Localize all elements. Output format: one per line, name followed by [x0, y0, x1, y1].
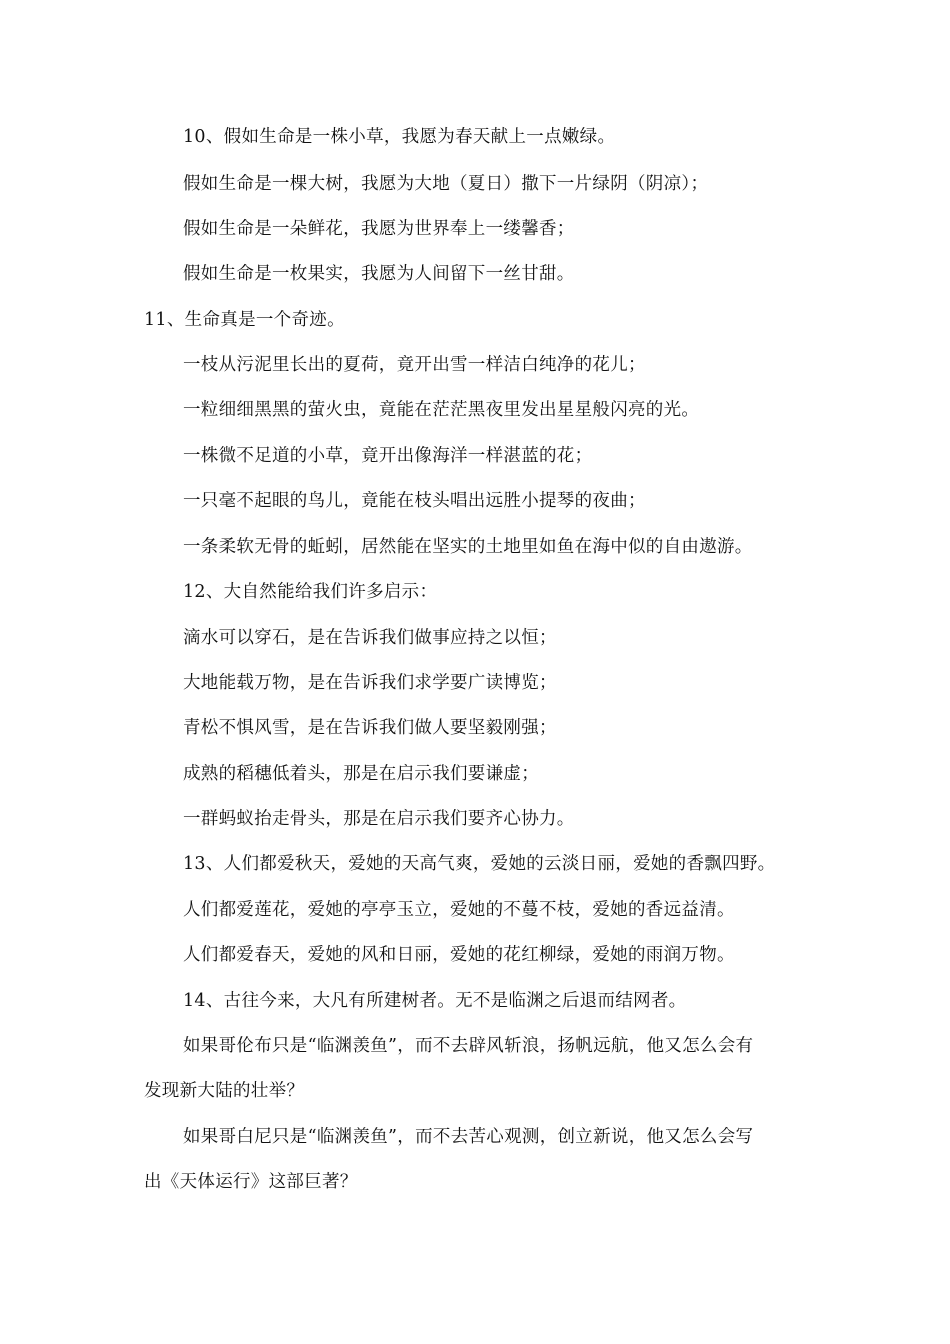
text-line-11-e: 一条柔软无骨的蚯蚓，居然能在坚实的土地里如鱼在海中似的自由遨游。 — [183, 537, 753, 557]
text-line-11-d: 一只毫不起眼的鸟儿，竟能在枝头唱出远胜小提琴的夜曲； — [183, 491, 646, 511]
text-line-13: 13、人们都爱秋天，爱她的天高气爽，爱她的云淡日丽，爱她的香飘四野。 — [183, 854, 776, 874]
text-line-12-c: 青松不惧风雪，是在告诉我们做人要坚毅刚强； — [183, 718, 557, 738]
text-line-14: 14、古往今来，大凡有所建树者。无不是临渊之后退而结网者。 — [183, 991, 687, 1011]
text-line-10-c: 假如生命是一朵鲜花，我愿为世界奉上一缕馨香； — [183, 219, 575, 239]
text-line-13-b: 人们都爱莲花，爱她的亭亭玉立，爱她的不蔓不枝，爱她的香远益清。 — [183, 900, 735, 920]
text-line-12: 12、大自然能给我们许多启示： — [183, 582, 438, 602]
text-line-10-d: 假如生命是一枚果实，我愿为人间留下一丝甘甜。 — [183, 264, 575, 284]
text-line-12-b: 大地能载万物，是在告诉我们求学要广读博览； — [183, 673, 557, 693]
text-line-14-b-cont: 出《天体运行》这部巨著？ — [144, 1172, 358, 1192]
text-line-14-a-cont: 发现新大陆的壮举？ — [144, 1081, 305, 1101]
text-line-14-a: 如果哥伦布只是“临渊羡鱼”，而不去辟风斩浪，扬帆远航，他又怎么会有 — [183, 1036, 754, 1056]
text-line-10-b: 假如生命是一棵大树，我愿为大地（夏日）撒下一片绿阴（阴凉）； — [183, 174, 709, 194]
text-line-11: 11、生命真是一个奇迹。 — [144, 310, 345, 330]
text-line-14-b: 如果哥白尼只是“临渊羡鱼”，而不去苦心观测，创立新说，他又怎么会写 — [183, 1127, 754, 1147]
text-line-12-e: 一群蚂蚁抬走骨头，那是在启示我们要齐心协力。 — [183, 809, 575, 829]
text-line-11-a: 一枝从污泥里长出的夏荷，竟开出雪一样洁白纯净的花儿； — [183, 355, 646, 375]
text-line-11-b: 一粒细细黑黑的萤火虫，竟能在茫茫黑夜里发出星星般闪亮的光。 — [183, 400, 700, 420]
text-line-13-c: 人们都爱春天，爱她的风和日丽，爱她的花红柳绿，爱她的雨润万物。 — [183, 945, 735, 965]
text-line-12-a: 滴水可以穿石，是在告诉我们做事应持之以恒； — [183, 628, 557, 648]
text-line-11-c: 一株微不足道的小草，竟开出像海洋一样湛蓝的花； — [183, 446, 593, 466]
text-line-10: 10、假如生命是一株小草，我愿为春天献上一点嫩绿。 — [183, 127, 616, 147]
text-line-12-d: 成熟的稻穗低着头，那是在启示我们要谦虚； — [183, 764, 539, 784]
